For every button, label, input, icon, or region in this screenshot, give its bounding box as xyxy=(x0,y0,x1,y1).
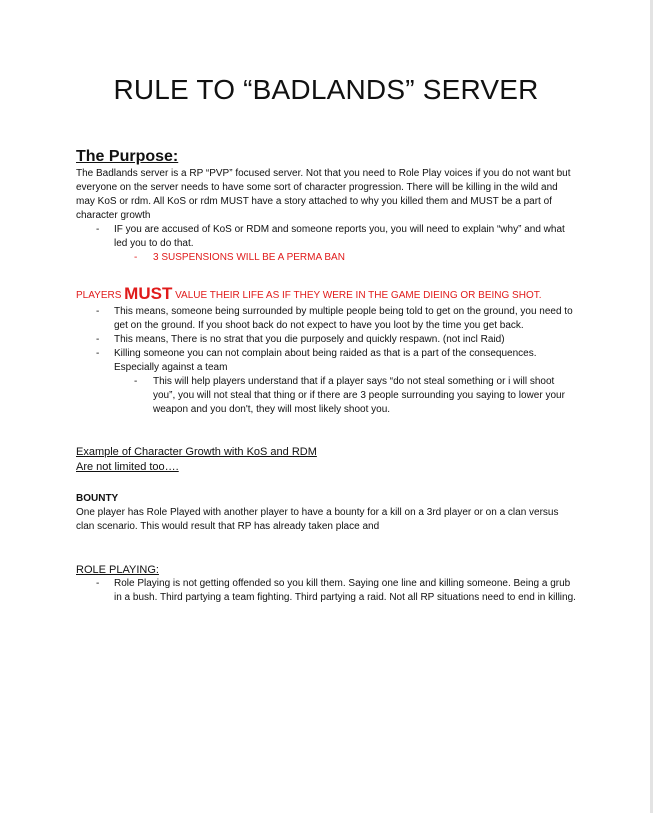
players-list xyxy=(76,305,576,417)
examples-heading-line-1: Example of Character Growth with KoS and RDM xyxy=(76,446,317,458)
bullet-dash: - xyxy=(96,334,100,345)
list-item xyxy=(76,577,576,605)
document-title: RULE TO “BADLANDS” SERVER xyxy=(113,74,539,105)
players-bullet-3: Killing someone you can not complain about being raided as that is a part of the consequences. Especially against a team xyxy=(114,348,537,373)
must-emphasis: MUST xyxy=(124,284,173,303)
purpose-bullet: IF you are accused of KoS or RDM and someone reports you, you will need to explain “why” and what led you to do that. xyxy=(114,224,565,249)
bullet-dash: - xyxy=(96,306,100,317)
list-item xyxy=(76,333,576,347)
bullet-dash: - xyxy=(134,376,138,387)
list-item xyxy=(76,305,576,333)
bounty-paragraph: One player has Role Played with another player to have a bounty for a kill on a 3rd player or on a clan versus clan scenario. This would result that RP has already taken place and xyxy=(76,507,559,532)
players-bullet-1: This means, someone being surrounded by multiple people being told to get on the ground, you need to get on the ground. If you shoot back do not expect to have you loot by the time you get back. xyxy=(114,306,573,331)
list-item xyxy=(76,347,576,375)
bullet-dash: - xyxy=(134,252,138,263)
list-item xyxy=(76,251,576,265)
role-playing-bullet: Role Playing is not getting offended so you kill them. Saying one line and killing someone. Being a grub in a bush. Third partying a team fighting. Third partying a raid. Not all RP situations need to end in killing. xyxy=(114,578,576,603)
list-item xyxy=(76,375,576,417)
purpose-heading: The Purpose: xyxy=(76,148,179,165)
role-playing-section xyxy=(76,563,576,605)
examples-heading-line-2: Are not limited too…. xyxy=(76,461,179,473)
perma-ban-warning: 3 SUSPENSIONS WILL BE A PERMA BAN xyxy=(153,252,345,263)
bounty-section xyxy=(76,492,576,534)
examples-heading xyxy=(76,445,576,475)
list-item xyxy=(76,223,576,251)
players-prefix: PLAYERS xyxy=(76,290,125,301)
bounty-heading: BOUNTY xyxy=(76,493,119,504)
bullet-dash: - xyxy=(96,348,100,359)
bullet-dash: - xyxy=(96,224,100,235)
players-must-heading xyxy=(76,285,576,305)
bullet-dash: - xyxy=(96,578,100,589)
players-sub-bullet: This will help players understand that if a player says “do not steal something or i will shoot you”, you will not steal that thing or if there are 3 people surrounding you saying to lower your weapon and you don't, they will most likely shoot you. xyxy=(153,376,565,415)
players-bullet-2: This means, There is no strat that you die purposely and quickly respawn. (not incl Raid) xyxy=(114,334,505,345)
purpose-section xyxy=(76,167,576,265)
role-playing-heading: ROLE PLAYING: xyxy=(76,564,159,576)
players-suffix: VALUE THEIR LIFE AS IF THEY WERE IN THE GAME DIEING OR BEING SHOT. xyxy=(172,290,542,301)
purpose-paragraph: The Badlands server is a RP “PVP” focused server. Not that you need to Role Play voices if you do not want but everyone on the server needs to have some sort of character progression. There will be killing in the wild and may KoS or rdm. All KoS or rdm MUST have a story attached to why you killed them and MUST be a part of character growth xyxy=(76,168,571,221)
